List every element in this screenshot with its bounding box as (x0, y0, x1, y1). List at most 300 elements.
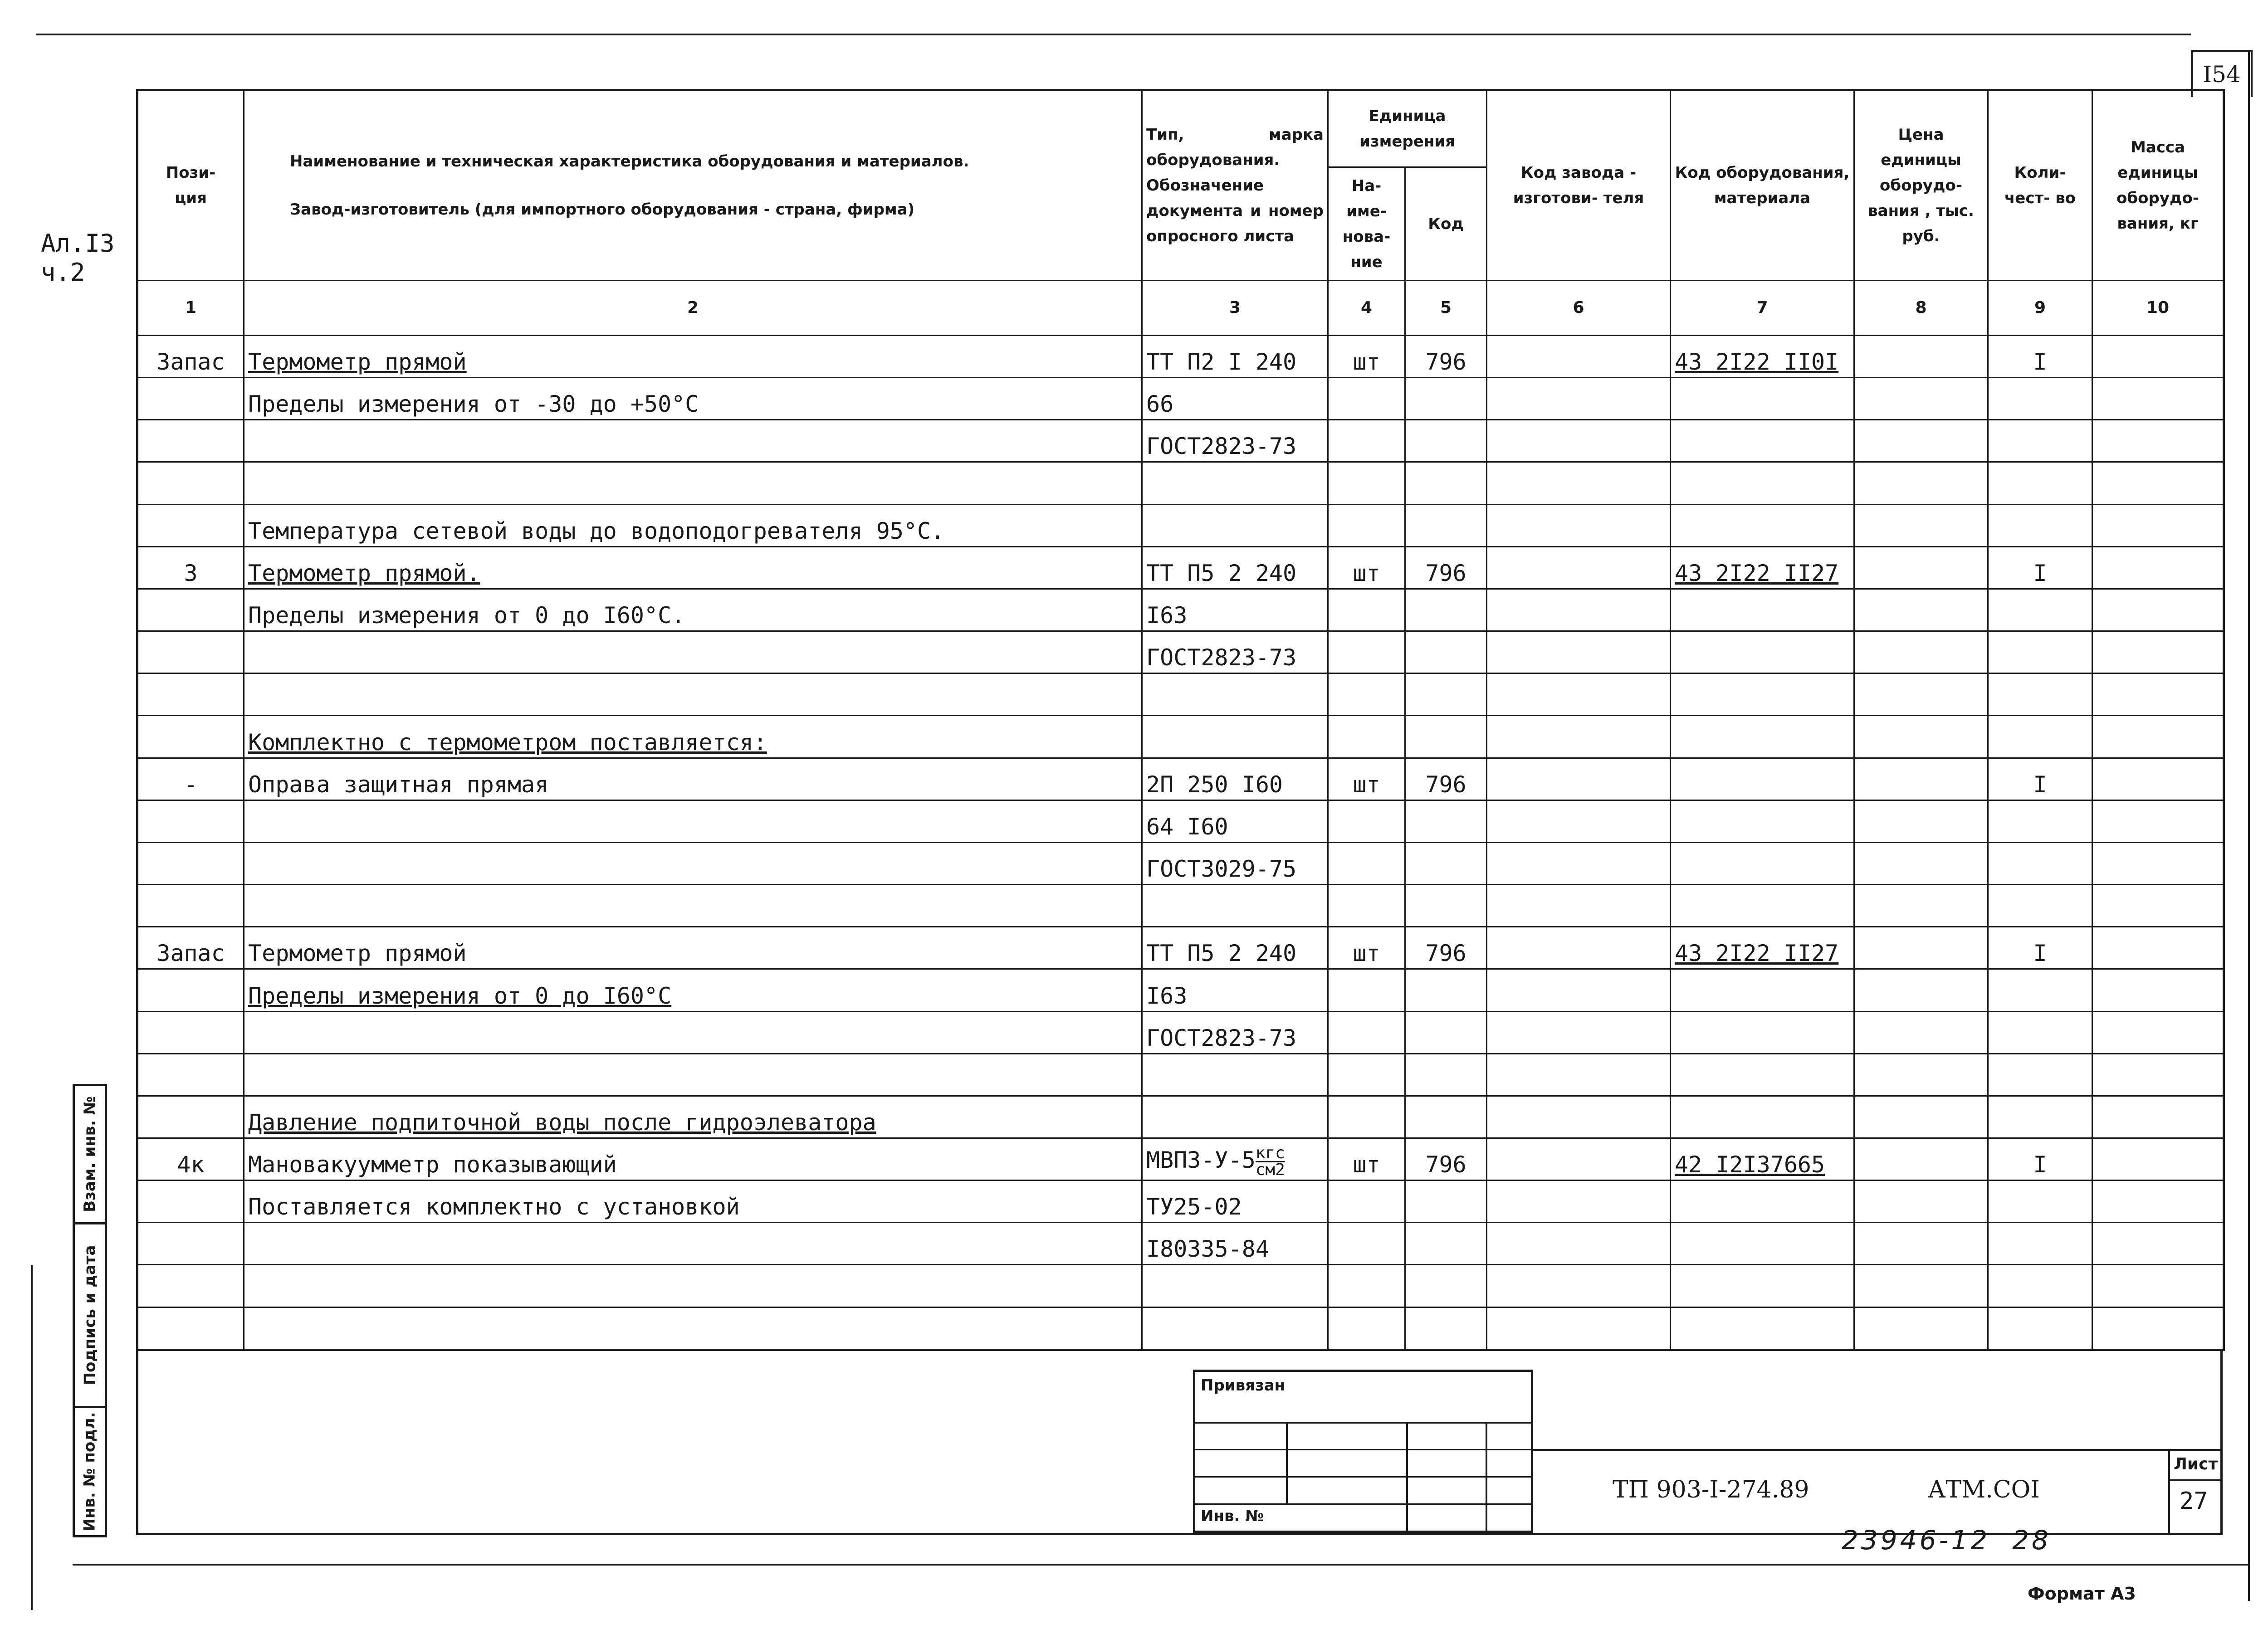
cell-price (1854, 716, 1988, 758)
cell-equipment-code (1671, 716, 1854, 758)
cell-unit-name (1328, 800, 1405, 842)
stamp-rule (1195, 1449, 1531, 1450)
table-row (137, 885, 2224, 927)
cell-type (1142, 1054, 1328, 1096)
cell-quantity (1988, 631, 2092, 673)
cell-unit-name (1328, 1138, 1405, 1180)
cell-equipment-code (1671, 800, 1854, 842)
cell-mass (2092, 1265, 2224, 1307)
top-rule (36, 34, 2191, 35)
cell-plant-code (1487, 969, 1671, 1011)
cell-type (1142, 504, 1328, 546)
cell-name (244, 1011, 1142, 1054)
header-unit-name: На-име-нова-ние (1328, 167, 1405, 281)
cell-unit-code (1405, 716, 1487, 758)
cell-name (244, 1223, 1142, 1265)
cell-name (244, 800, 1142, 842)
col-number: 9 (1988, 281, 2092, 336)
cell-mass (2092, 885, 2224, 927)
header-quantity: Коли- чест- во (1988, 90, 2092, 281)
cell-mass (2092, 589, 2224, 631)
cell-price (1854, 420, 1988, 462)
col-number: 4 (1328, 281, 1405, 336)
strip-replaced-inv-label: Взам. инв. № (81, 1096, 99, 1212)
sheet-label: Лист (2174, 1455, 2218, 1473)
header-name (244, 90, 1142, 281)
cell-plant-code (1487, 842, 1671, 884)
cell-quantity (1988, 1138, 2092, 1180)
cell-plant-code (1487, 1096, 1671, 1138)
cell-mass (2092, 1307, 2224, 1350)
cell-type-text: I63 (1146, 982, 1188, 1009)
cell-name (244, 462, 1142, 504)
cell-name (244, 504, 1142, 546)
cell-price (1854, 1307, 1988, 1350)
col-number: 2 (244, 281, 1142, 336)
cell-unit-name (1328, 336, 1405, 378)
cell-mass (2092, 462, 2224, 504)
cell-unit-code-text: 796 (1425, 1151, 1466, 1178)
stamp-divider (1286, 1422, 1288, 1503)
cell-price (1854, 1180, 1988, 1223)
cell-equipment-code (1671, 1011, 1854, 1054)
cell-quantity (1988, 504, 2092, 546)
cell-mass (2092, 800, 2224, 842)
cell-plant-code (1487, 1180, 1671, 1223)
cell-unit-name (1328, 1307, 1405, 1350)
title-block (1533, 1449, 2223, 1535)
cell-unit-code (1405, 842, 1487, 884)
stamp-bound-label: Привязан (1201, 1376, 1286, 1395)
cell-type (1142, 716, 1328, 758)
cell-unit-name (1328, 504, 1405, 546)
cell-price (1854, 631, 1988, 673)
table-row (137, 1307, 2224, 1350)
side-note (41, 229, 115, 287)
cell-type (1142, 1265, 1328, 1307)
header-position: Пози- ция (137, 90, 244, 281)
cell-type-text: I63 (1146, 602, 1188, 629)
cell-mass (2092, 927, 2224, 969)
cell-type-text: 64 I60 (1146, 813, 1228, 840)
cell-quantity (1988, 1307, 2092, 1350)
cell-unit-name (1328, 1054, 1405, 1096)
cell-unit-name (1328, 969, 1405, 1011)
cell-position-text: Запас (156, 940, 225, 967)
cell-plant-code (1487, 420, 1671, 462)
cell-type (1142, 842, 1328, 884)
cell-quantity-text: I (2033, 560, 2047, 586)
col-number: 1 (137, 281, 244, 336)
cell-type (1142, 589, 1328, 631)
cell-unit-name (1328, 1265, 1405, 1307)
sheet-number: I54 (2191, 50, 2253, 97)
cell-mass (2092, 546, 2224, 589)
cell-price (1854, 546, 1988, 589)
strip-signature-date (73, 1222, 107, 1408)
cell-position (137, 1138, 244, 1180)
cell-type-text: ТТ П5 2 240 (1146, 940, 1297, 967)
handwritten-number: 23946-12 28 (1842, 1525, 2051, 1556)
cell-unit-code (1405, 1011, 1487, 1054)
cell-type-text: ГОСТ2823-73 (1146, 644, 1297, 671)
header-unit-code: Код (1405, 167, 1487, 281)
table-row (137, 927, 2224, 969)
cell-unit-code (1405, 1138, 1487, 1180)
cell-equipment-code (1671, 673, 1854, 716)
cell-position (137, 1096, 244, 1138)
cell-name (244, 885, 1142, 927)
table-row (137, 1054, 2224, 1096)
cell-unit-code-text: 796 (1425, 771, 1466, 798)
cell-price (1854, 1138, 1988, 1180)
cell-quantity (1988, 420, 2092, 462)
cell-quantity-text: I (2033, 771, 2047, 798)
cell-equipment-code (1671, 885, 1854, 927)
cell-unit-code (1405, 589, 1487, 631)
cell-mass (2092, 716, 2224, 758)
cell-name (244, 927, 1142, 969)
sheet-value: 27 (2180, 1488, 2208, 1515)
cell-quantity (1988, 1265, 2092, 1307)
cell-equipment-code (1671, 504, 1854, 546)
cell-unit-code (1405, 1054, 1487, 1096)
table-row (137, 800, 2224, 842)
table-row (137, 589, 2224, 631)
cell-name (244, 969, 1142, 1011)
cell-unit-name (1328, 716, 1405, 758)
cell-equipment-code (1671, 336, 1854, 378)
cell-mass (2092, 631, 2224, 673)
cell-type (1142, 1223, 1328, 1265)
cell-name (244, 1265, 1142, 1307)
cell-equipment-code (1671, 378, 1854, 420)
cell-equipment-code (1671, 1138, 1854, 1180)
cell-plant-code (1487, 716, 1671, 758)
cell-price (1854, 1265, 1988, 1307)
cell-position-text: - (184, 771, 198, 798)
cell-unit-code-text: 796 (1425, 349, 1466, 376)
header-equipment-code: Код оборудования, материала (1671, 90, 1854, 281)
cell-mass (2092, 1223, 2224, 1265)
cell-unit-name-text: шт (1353, 349, 1380, 376)
table-row (137, 716, 2224, 758)
cell-name (244, 336, 1142, 378)
table-body (137, 336, 2224, 1350)
cell-quantity-text: I (2033, 1151, 2047, 1178)
cell-price (1854, 1011, 1988, 1054)
cell-plant-code (1487, 589, 1671, 631)
cell-unit-code (1405, 631, 1487, 673)
cell-unit-name (1328, 420, 1405, 462)
cell-position (137, 1307, 244, 1350)
cell-name (244, 420, 1142, 462)
cell-name (244, 631, 1142, 673)
cell-type-text: ГОСТ3029-75 (1146, 856, 1297, 883)
cell-type-text: ГОСТ2823-73 (1146, 433, 1297, 460)
cell-unit-name-text: шт (1353, 1151, 1380, 1178)
cell-unit-name (1328, 1180, 1405, 1223)
cell-quantity (1988, 378, 2092, 420)
cell-position (137, 1180, 244, 1223)
table-row (137, 378, 2224, 420)
cell-name-text: Оправа защитная прямая (248, 771, 549, 798)
cell-plant-code (1487, 1011, 1671, 1054)
cell-name (244, 673, 1142, 716)
col-number: 7 (1671, 281, 1854, 336)
cell-equipment-code (1671, 420, 1854, 462)
cell-mass (2092, 969, 2224, 1011)
cell-plant-code (1487, 1223, 1671, 1265)
frame-left (136, 1351, 138, 1535)
bottom-rule (73, 1564, 2248, 1566)
cell-quantity (1988, 462, 2092, 504)
cell-plant-code (1487, 1307, 1671, 1350)
cell-position (137, 336, 244, 378)
cell-unit-code (1405, 420, 1487, 462)
table-row (137, 504, 2224, 546)
cell-type (1142, 462, 1328, 504)
cell-price (1854, 673, 1988, 716)
cell-type (1142, 1307, 1328, 1350)
cell-name-text: Поставляется комплектно с установкой (248, 1194, 740, 1220)
cell-position (137, 1265, 244, 1307)
cell-equipment-code (1671, 842, 1854, 884)
cell-position (137, 631, 244, 673)
cell-unit-code (1405, 1307, 1487, 1350)
cell-position (137, 589, 244, 631)
cell-quantity (1988, 336, 2092, 378)
cell-price (1854, 378, 1988, 420)
stamp-divider (1406, 1422, 1408, 1531)
cell-type (1142, 378, 1328, 420)
cell-position (137, 1054, 244, 1096)
stamp-rule (1195, 1476, 1531, 1478)
cell-quantity (1988, 546, 2092, 589)
cell-price (1854, 462, 1988, 504)
strip-replaced-inv (73, 1084, 107, 1224)
cell-unit-name (1328, 842, 1405, 884)
cell-plant-code (1487, 1265, 1671, 1307)
cell-unit-code (1405, 336, 1487, 378)
cell-name (244, 842, 1142, 884)
cell-position (137, 927, 244, 969)
cell-quantity (1988, 589, 2092, 631)
header-plant-code: Код завода - изготови- теля (1487, 90, 1671, 281)
cell-unit-code (1405, 1096, 1487, 1138)
cell-unit-name (1328, 927, 1405, 969)
cell-name (244, 1307, 1142, 1350)
cell-unit-name (1328, 758, 1405, 800)
cell-quantity (1988, 716, 2092, 758)
table-row (137, 546, 2224, 589)
cell-mass (2092, 758, 2224, 800)
cell-equipment-code (1671, 589, 1854, 631)
cell-equipment-code (1671, 462, 1854, 504)
cell-position (137, 885, 244, 927)
cell-quantity (1988, 842, 2092, 884)
cell-position (137, 716, 244, 758)
cell-equipment-code (1671, 758, 1854, 800)
cell-type-text: 2П 250 I60 (1146, 771, 1283, 798)
cell-name-text: Комплектно с термометром поставляется: (248, 729, 767, 756)
header-name-line2: Завод-изготовитель (для импортного оборудования - страна, фирма) (290, 200, 915, 219)
cell-price (1854, 800, 1988, 842)
cell-price (1854, 1054, 1988, 1096)
cell-equipment-code-text: 43 2I22 II27 (1675, 560, 1839, 586)
cell-quantity (1988, 927, 2092, 969)
table-row (137, 758, 2224, 800)
strip-signature-date-label: Подпись и дата (81, 1245, 99, 1385)
cell-unit-name (1328, 885, 1405, 927)
cell-name (244, 546, 1142, 589)
cell-plant-code (1487, 378, 1671, 420)
cell-quantity (1988, 1096, 2092, 1138)
cell-equipment-code (1671, 1307, 1854, 1350)
cell-equipment-code (1671, 546, 1854, 589)
right-edge (2248, 50, 2250, 1601)
table-row (137, 1180, 2224, 1223)
col-number: 5 (1405, 281, 1487, 336)
cell-type (1142, 420, 1328, 462)
cell-price (1854, 504, 1988, 546)
cell-position (137, 758, 244, 800)
cell-position (137, 842, 244, 884)
cell-type-text: МВП3-У-5 (1146, 1147, 1256, 1174)
cell-mass (2092, 378, 2224, 420)
cell-mass (2092, 1011, 2224, 1054)
cell-position (137, 1223, 244, 1265)
cell-unit-code (1405, 1223, 1487, 1265)
cell-price (1854, 927, 1988, 969)
cell-unit-code (1405, 1180, 1487, 1223)
cell-unit-name-text: шт (1353, 560, 1380, 586)
cell-unit-code (1405, 504, 1487, 546)
cell-name-text: Термометр прямой (248, 349, 467, 376)
cell-equipment-code (1671, 1223, 1854, 1265)
cell-plant-code (1487, 336, 1671, 378)
left-edge (31, 1265, 33, 1610)
cell-unit-code (1405, 546, 1487, 589)
cell-name-text: Пределы измерения от -30 до +50°С (248, 391, 699, 418)
cell-equipment-code (1671, 1180, 1854, 1223)
table-row (137, 1265, 2224, 1307)
cell-unit-code (1405, 1265, 1487, 1307)
cell-position (137, 462, 244, 504)
cell-position (137, 378, 244, 420)
cell-plant-code (1487, 758, 1671, 800)
cell-equipment-code (1671, 631, 1854, 673)
cell-unit-name-text: шт (1353, 940, 1380, 967)
cell-price (1854, 885, 1988, 927)
cell-unit-code (1405, 885, 1487, 927)
cell-price (1854, 842, 1988, 884)
cell-name (244, 1138, 1142, 1180)
cell-type-text: ТУ25-02 (1146, 1194, 1242, 1220)
cell-unit-name (1328, 462, 1405, 504)
table-row (137, 631, 2224, 673)
cell-plant-code (1487, 927, 1671, 969)
cell-name-text: Температура сетевой воды до водоподогревателя 95°С. (248, 517, 945, 544)
cell-position-text: 3 (184, 560, 198, 586)
cell-price (1854, 1096, 1988, 1138)
cell-type (1142, 1138, 1328, 1180)
side-note-line2: ч.2 (41, 258, 85, 287)
cell-type-text: ТТ П2 I 240 (1146, 349, 1297, 376)
cell-mass (2092, 673, 2224, 716)
sheet-box-left (2168, 1451, 2170, 1535)
cell-equipment-code-text: 43 2I22 II27 (1675, 940, 1839, 967)
cell-unit-code (1405, 378, 1487, 420)
table-row (137, 969, 2224, 1011)
cell-type (1142, 631, 1328, 673)
cell-mass (2092, 1180, 2224, 1223)
cell-name (244, 378, 1142, 420)
cell-position (137, 1011, 244, 1054)
cell-mass (2092, 336, 2224, 378)
header-mass: Масса единицы оборудо- вания, кг (2092, 90, 2224, 281)
strip-original-inv-label: Инв. № подл. (81, 1412, 99, 1532)
doc-code: ТП 903-I-274.89 (1613, 1476, 1809, 1503)
cell-unit-code (1405, 800, 1487, 842)
cell-quantity-text: I (2033, 349, 2047, 376)
cell-type (1142, 1011, 1328, 1054)
cell-unit-name (1328, 546, 1405, 589)
cell-quantity (1988, 1180, 2092, 1223)
cell-quantity (1988, 800, 2092, 842)
cell-unit-name (1328, 673, 1405, 716)
cell-unit-code (1405, 673, 1487, 716)
cell-plant-code (1487, 631, 1671, 673)
col-number: 8 (1854, 281, 1988, 336)
cell-type-text: ГОСТ2823-73 (1146, 1024, 1297, 1051)
cell-equipment-code (1671, 927, 1854, 969)
cell-unit-name (1328, 1096, 1405, 1138)
cell-name (244, 1096, 1142, 1138)
stamp-rule (1195, 1422, 1531, 1424)
cell-name-text: Пределы измерения от 0 до I60°С (248, 982, 672, 1009)
cell-plant-code (1487, 1138, 1671, 1180)
cell-unit-name (1328, 1011, 1405, 1054)
cell-type (1142, 673, 1328, 716)
cell-mass (2092, 1138, 2224, 1180)
table-row (137, 1138, 2224, 1180)
cell-position (137, 420, 244, 462)
cell-unit-code (1405, 758, 1487, 800)
cell-name (244, 1054, 1142, 1096)
cell-equipment-code (1671, 1054, 1854, 1096)
cell-quantity (1988, 673, 2092, 716)
cell-quantity (1988, 885, 2092, 927)
cell-plant-code (1487, 462, 1671, 504)
cell-plant-code (1487, 800, 1671, 842)
stamp-inv-label: Инв. № (1201, 1507, 1264, 1525)
table-row (137, 462, 2224, 504)
cell-name (244, 589, 1142, 631)
pressure-unit-num: кгс (1255, 1144, 1285, 1163)
binding-stamp (1193, 1370, 1533, 1533)
pressure-unit-den: см2 (1255, 1161, 1285, 1180)
cell-mass (2092, 842, 2224, 884)
cell-equipment-code-text: 42 I2I37665 (1675, 1151, 1825, 1178)
cell-quantity (1988, 1223, 2092, 1265)
cell-quantity (1988, 969, 2092, 1011)
cell-mass (2092, 420, 2224, 462)
cell-type-text: ТТ П5 2 240 (1146, 560, 1297, 586)
cell-position-text: 4к (177, 1151, 205, 1178)
cell-name-text: Давление подпиточной воды после гидроэлеватора (248, 1109, 876, 1136)
cell-name-text: Термометр прямой (248, 940, 467, 967)
